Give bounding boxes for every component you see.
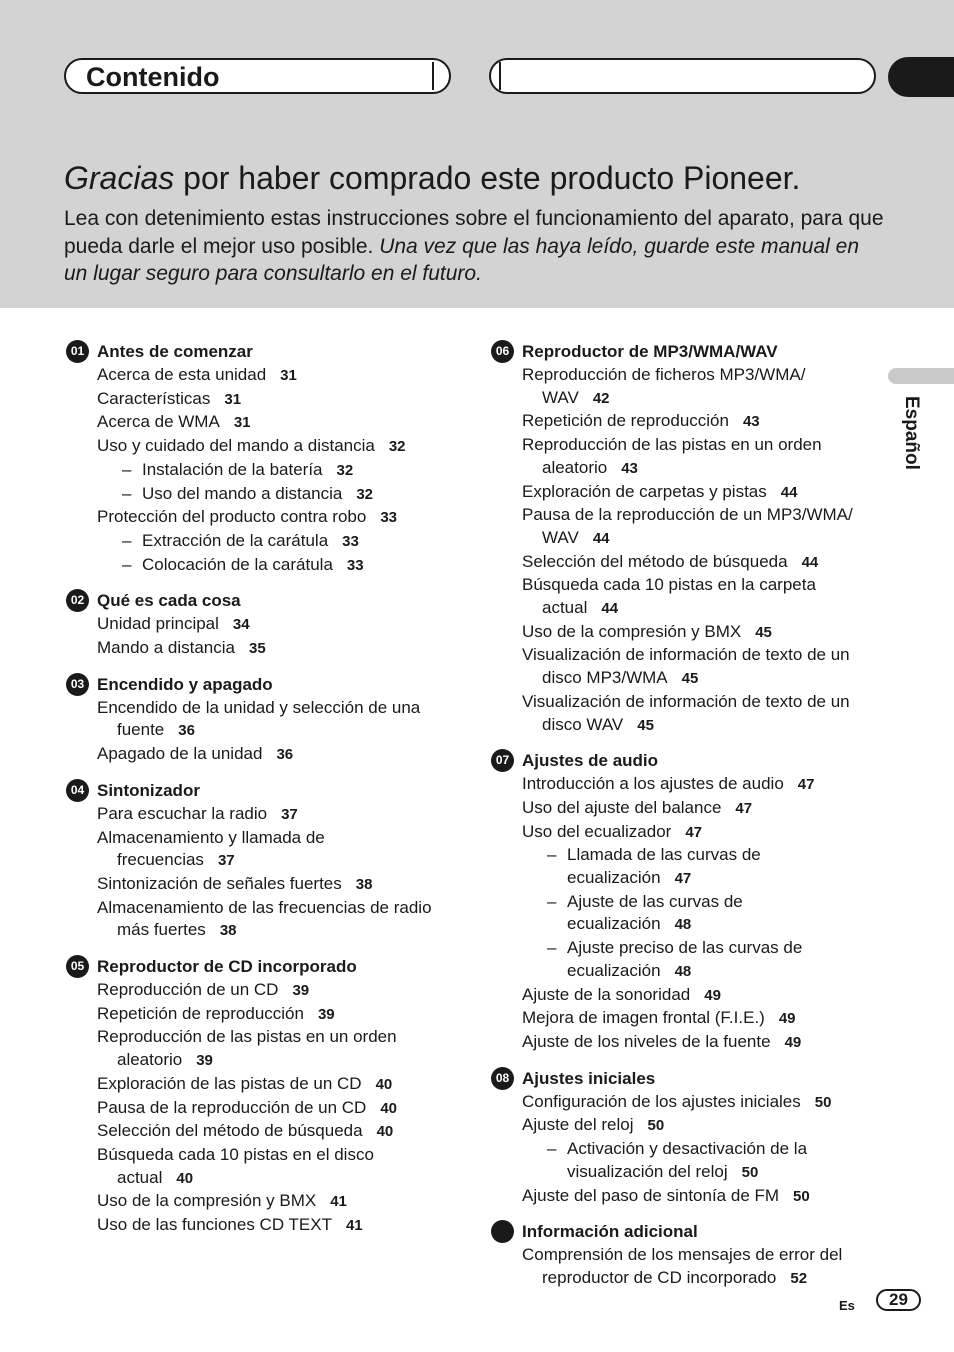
section-title: Reproductor de MP3/WMA/WAV (522, 342, 778, 361)
toc-entry[interactable] (491, 1114, 881, 1138)
page-title: Contenido (86, 62, 220, 92)
page-ref: 45 (681, 670, 699, 688)
toc-entry[interactable] (491, 1244, 881, 1290)
page-ref: 33 (380, 509, 398, 527)
page-ref: 50 (741, 1163, 759, 1181)
toc-entry[interactable] (66, 1144, 466, 1190)
dash-marker: – (547, 1139, 557, 1159)
footer-language: Es (839, 1298, 855, 1313)
entry-text: Sintonización de señales fuertes (97, 873, 342, 893)
entry-text: Visualización de información de texto de un (522, 645, 850, 665)
entry-text: Reproducción de ficheros MP3/WMA/ (522, 365, 806, 384)
entry-text-block (122, 530, 466, 554)
toc-entry[interactable] (66, 1003, 466, 1027)
toc-entry[interactable] (66, 411, 466, 435)
entry-continued-line (97, 719, 466, 743)
section-title: Antes de comenzar (97, 342, 253, 361)
section-number-badge: 01 (66, 340, 89, 363)
toc-entry[interactable] (491, 821, 881, 845)
entry-text-continued: ecualización (567, 868, 661, 888)
intro-italic: Una vez que las haya leído, guarde este manual en un lugar seguro para consultarlo en el futuro. (64, 234, 860, 285)
toc-entry[interactable] (66, 388, 466, 412)
entry-text: Búsqueda cada 10 pistas en la carpeta (522, 575, 816, 595)
entry-text: Colocación de la carátula (142, 554, 333, 574)
toc-section (66, 955, 466, 1238)
entry-text: Almacenamiento de las frecuencias de radio (97, 897, 432, 917)
toc-entry[interactable] (491, 410, 881, 434)
pill-notch (432, 62, 434, 90)
entry-text: Reproducción de las pistas en un orden (522, 435, 822, 455)
entry-text-block (547, 1138, 881, 1184)
entry-text: Ajuste de la sonoridad (522, 984, 691, 1004)
page-ref: 37 (281, 805, 298, 823)
toc-entry[interactable] (491, 1007, 881, 1031)
page-ref: 45 (755, 623, 772, 641)
entry-text: Ajuste de las curvas de (567, 891, 743, 911)
page-number: 29 (876, 1289, 921, 1311)
toc-entry[interactable] (491, 1185, 881, 1209)
entry-text: Mando a distancia (97, 638, 235, 658)
toc-entry[interactable] (66, 637, 466, 661)
section-heading[interactable] (491, 340, 881, 364)
side-label-text: Español (901, 396, 922, 470)
entry-text: Para escuchar la radio (97, 803, 268, 823)
page-ref: 50 (793, 1187, 810, 1205)
entry-continued-line (522, 387, 881, 411)
entry-text-block (122, 554, 466, 578)
page-ref: 36 (276, 746, 294, 764)
toc-section (491, 1220, 881, 1290)
page-ref: 32 (356, 485, 374, 503)
page-ref: 36 (178, 722, 195, 740)
toc-column-left (66, 340, 466, 1250)
toc-entry[interactable] (66, 697, 466, 743)
edge-tab (888, 57, 954, 97)
dash-marker: – (122, 554, 132, 574)
page-ref: 48 (674, 916, 692, 934)
page-ref: 32 (336, 461, 354, 479)
entry-text: Uso de la compresión y BMX (522, 621, 742, 641)
headline-italic: Gracias (64, 160, 175, 196)
page-ref: 44 (801, 553, 819, 571)
page-ref: 39 (292, 982, 310, 1000)
entry-text: Exploración de las pistas de un CD (97, 1073, 362, 1093)
page-ref: 33 (342, 532, 359, 550)
page-ref: 42 (592, 389, 610, 407)
entry-text: Uso de la compresión y BMX (97, 1191, 317, 1211)
page-ref: 35 (248, 640, 266, 658)
entry-text: Selección del método de búsqueda (97, 1121, 363, 1141)
page-ref: 37 (217, 852, 235, 870)
page-ref: 50 (814, 1093, 832, 1111)
entry-continued-line (522, 714, 881, 738)
page-ref: 52 (790, 1269, 808, 1287)
entry-text: Selección del método de búsqueda (522, 551, 788, 571)
entry-text: Acerca de esta unidad (97, 365, 267, 384)
toc-entry[interactable] (66, 1190, 466, 1214)
entry-text: Visualización de información de texto de un (522, 691, 850, 711)
section-title: Ajustes de audio (522, 751, 659, 771)
intro-regular: Lea con detenimiento estas instrucciones sobre el funcionamiento del aparato, para que pueda darle el mejor uso posible. (64, 207, 884, 258)
section-heading[interactable] (66, 673, 466, 697)
entry-text-continued: ecualización (567, 960, 661, 980)
entry-text: Repetición de reproducción (97, 1003, 304, 1023)
page-ref: 44 (780, 483, 798, 501)
dash-marker: – (547, 845, 557, 865)
page-ref: 31 (224, 390, 242, 408)
entry-text: Comprensión de los mensajes de error del (522, 1245, 843, 1265)
entry-text-continued: más fuertes (117, 920, 206, 940)
entry-text: Uso del mando a distancia (142, 483, 343, 503)
page-ref: 33 (346, 556, 364, 574)
page-ref: 38 (355, 875, 373, 893)
page-ref: 50 (647, 1117, 665, 1135)
toc-entry[interactable] (66, 979, 466, 1003)
toc-subentry[interactable] (491, 1138, 881, 1184)
entry-continued-line (97, 1167, 466, 1191)
section-title: Ajustes iniciales (522, 1068, 656, 1088)
entry-text: Uso y cuidado del mando a distancia (97, 436, 375, 456)
section-number-badge: 02 (66, 589, 89, 612)
page-ref: 40 (376, 1123, 394, 1141)
page-ref: 40 (380, 1099, 398, 1117)
toc-subentry[interactable] (66, 554, 466, 578)
section-title: Información adicional (522, 1222, 698, 1242)
entry-text: Configuración de los ajustes iniciales (522, 1091, 801, 1111)
entry-text: Encendido de la unidad y selección de una (97, 697, 421, 717)
entry-text-continued: ecualización (567, 914, 661, 934)
entry-text-continued: visualización del reloj (567, 1161, 728, 1181)
toc-section (66, 340, 466, 577)
page-ref: 49 (704, 986, 721, 1004)
toc-entry[interactable] (491, 574, 881, 620)
entry-continued-line (522, 527, 881, 551)
entry-text: Apagado de la unidad (97, 744, 263, 764)
toc-entry[interactable] (66, 827, 466, 873)
section-number-badge: 03 (66, 673, 89, 696)
page-ref: 48 (674, 962, 692, 980)
section-heading[interactable] (491, 1220, 881, 1244)
toc-entry[interactable] (491, 434, 881, 480)
entry-text: Búsqueda cada 10 pistas en el disco (97, 1144, 374, 1164)
entry-text: Características (97, 388, 211, 408)
entry-continued-line (522, 457, 881, 481)
entry-text-continued: WAV (542, 527, 579, 547)
page-ref: 47 (674, 870, 692, 888)
page-ref: 49 (784, 1033, 802, 1051)
entry-text: Protección del producto contra robo (97, 507, 367, 527)
entry-text: Acerca de WMA (97, 412, 220, 432)
page-ref: 43 (742, 413, 760, 431)
page-ref: 44 (592, 529, 610, 547)
toc-subentry[interactable] (491, 937, 881, 983)
page-ref: 40 (375, 1075, 393, 1093)
toc-subentry[interactable] (66, 530, 466, 554)
toc-entry[interactable] (66, 506, 466, 530)
section-number-badge: 06 (491, 340, 514, 363)
toc-section (66, 779, 466, 943)
page-ref: 45 (637, 716, 654, 734)
toc-section (66, 673, 466, 767)
entry-text: Extracción de la carátula (142, 530, 329, 550)
toc-entry[interactable] (491, 797, 881, 821)
section-number-badge: 05 (66, 955, 89, 978)
toc-subentry[interactable] (66, 483, 466, 507)
entry-text: Ajuste del paso de sintonía de FM (522, 1185, 780, 1205)
page-ref: 38 (219, 922, 237, 940)
toc-column-right (491, 340, 881, 1303)
headline-rest: por haber comprado este producto Pioneer. (174, 160, 801, 196)
entry-text: Pausa de la reproducción de un MP3/WMA/ (522, 505, 853, 525)
entry-continued-line (522, 1267, 881, 1291)
entry-text-continued: fuente (117, 720, 165, 740)
page-ref: 31 (233, 414, 251, 432)
entry-text-block (122, 459, 466, 483)
intro-text (64, 205, 884, 288)
section-heading[interactable] (66, 955, 466, 979)
page-ref: 31 (280, 367, 297, 384)
toc-subentry[interactable] (491, 891, 881, 937)
entry-text-continued: disco WAV (542, 714, 624, 734)
toc-entry[interactable] (66, 1120, 466, 1144)
toc-entry[interactable] (66, 1026, 466, 1072)
page-ref: 34 (232, 616, 250, 634)
entry-text-block (547, 937, 881, 983)
toc-entry[interactable] (66, 1214, 466, 1238)
toc-entry[interactable] (491, 1031, 881, 1055)
toc-entry[interactable] (491, 551, 881, 575)
entry-text: Llamada de las curvas de (567, 845, 761, 865)
section-heading[interactable] (491, 1067, 881, 1091)
toc-entry[interactable] (66, 435, 466, 459)
page-ref: 40 (176, 1169, 194, 1187)
entry-text: Reproducción de un CD (97, 980, 279, 1000)
entry-text-continued: aleatorio (542, 457, 608, 477)
entry-text-block (122, 483, 466, 507)
dash-marker: – (122, 459, 132, 479)
page-ref: 41 (345, 1217, 363, 1235)
language-side-label (894, 396, 924, 496)
page-ref: 47 (797, 776, 815, 794)
entry-continued-line (522, 667, 881, 691)
entry-text: Reproducción de las pistas en un orden (97, 1027, 397, 1047)
toc-section (66, 589, 466, 660)
entry-text: Unidad principal (97, 614, 219, 634)
section-number-badge: 08 (491, 1067, 514, 1090)
section-title: Encendido y apagado (97, 674, 273, 694)
entry-text-continued: reproductor de CD incorporado (542, 1267, 777, 1287)
entry-text-block (547, 891, 881, 937)
toc-entry[interactable] (491, 984, 881, 1008)
toc-section (491, 1067, 881, 1209)
page-ref: 32 (388, 438, 406, 456)
entry-text: Uso del ajuste del balance (522, 797, 722, 817)
title-pill (64, 58, 451, 94)
entry-text-continued: actual (542, 598, 588, 618)
toc-subentry[interactable] (491, 844, 881, 890)
toc-entry[interactable] (66, 613, 466, 637)
dash-marker: – (547, 938, 557, 958)
entry-continued-line (97, 1049, 466, 1073)
page-ref: 47 (735, 799, 753, 817)
section-heading[interactable] (491, 749, 881, 773)
section-heading[interactable] (66, 589, 466, 613)
toc-entry[interactable] (491, 1091, 881, 1115)
entry-text-continued: frecuencias (117, 850, 204, 870)
section-title: Qué es cada cosa (97, 591, 241, 611)
entry-text-continued: disco MP3/WMA (542, 668, 668, 688)
page-ref: 43 (621, 459, 638, 477)
toc-entry[interactable] (66, 873, 466, 897)
dash-marker: – (122, 530, 132, 550)
toc-entry[interactable] (491, 504, 881, 550)
section-title: Reproductor de CD incorporado (97, 957, 357, 977)
toc-entry[interactable] (66, 743, 466, 767)
entry-text-continued: aleatorio (117, 1050, 183, 1070)
entry-continued-line (97, 849, 466, 873)
toc-section (491, 749, 881, 1054)
headline (64, 158, 800, 198)
toc-section (491, 340, 881, 737)
entry-text: Ajuste del reloj (522, 1115, 634, 1135)
pill-notch (499, 62, 501, 90)
entry-text: Ajuste de los niveles de la fuente (522, 1031, 771, 1051)
entry-text: Exploración de carpetas y pistas (522, 481, 767, 501)
section-number-badge (491, 1220, 514, 1243)
entry-text: Introducción a los ajustes de audio (522, 774, 784, 794)
dash-marker: – (547, 891, 557, 911)
entry-continued-line (522, 597, 881, 621)
side-tab (888, 368, 954, 384)
entry-text: Uso de las funciones CD TEXT (97, 1215, 332, 1235)
toc-entry[interactable] (491, 644, 881, 690)
section-title: Sintonizador (97, 780, 200, 800)
toc-entry[interactable] (491, 773, 881, 797)
entry-text: Activación y desactivación de la (567, 1139, 808, 1159)
entry-text: Ajuste preciso de las curvas de (567, 938, 803, 958)
page-ref: 41 (330, 1193, 347, 1211)
header-band (0, 0, 954, 308)
entry-text: Instalación de la batería (142, 459, 323, 479)
section-number-badge: 07 (491, 749, 514, 772)
toc-entry[interactable] (491, 364, 881, 410)
page-ref: 39 (317, 1005, 335, 1023)
blank-pill (489, 58, 876, 94)
entry-text: Mejora de imagen frontal (F.I.E.) (522, 1008, 765, 1028)
entry-text-continued: actual (117, 1167, 163, 1187)
entry-text: Repetición de reproducción (522, 411, 729, 431)
entry-text-block (547, 844, 881, 890)
dash-marker: – (122, 483, 132, 503)
toc-entry[interactable] (491, 691, 881, 737)
toc-entry[interactable] (66, 1073, 466, 1097)
toc-entry[interactable] (66, 364, 466, 388)
toc-entry[interactable] (491, 621, 881, 645)
toc-entry[interactable] (66, 897, 466, 943)
toc-entry[interactable] (66, 803, 466, 827)
toc-entry[interactable] (66, 1097, 466, 1121)
page-ref: 39 (196, 1052, 213, 1070)
section-number-badge: 04 (66, 779, 89, 802)
entry-text: Pausa de la reproducción de un CD (97, 1097, 367, 1117)
page-ref: 49 (778, 1010, 796, 1028)
entry-continued-line (97, 919, 466, 943)
entry-text: Almacenamiento y llamada de (97, 827, 325, 847)
section-heading[interactable] (66, 779, 466, 803)
page-ref: 47 (685, 823, 702, 841)
entry-text-continued: WAV (542, 387, 579, 407)
section-heading[interactable] (66, 340, 466, 364)
page-ref: 44 (601, 600, 619, 618)
toc-entry[interactable] (491, 481, 881, 505)
toc-subentry[interactable] (66, 459, 466, 483)
entry-text: Uso del ecualizador (522, 821, 672, 841)
